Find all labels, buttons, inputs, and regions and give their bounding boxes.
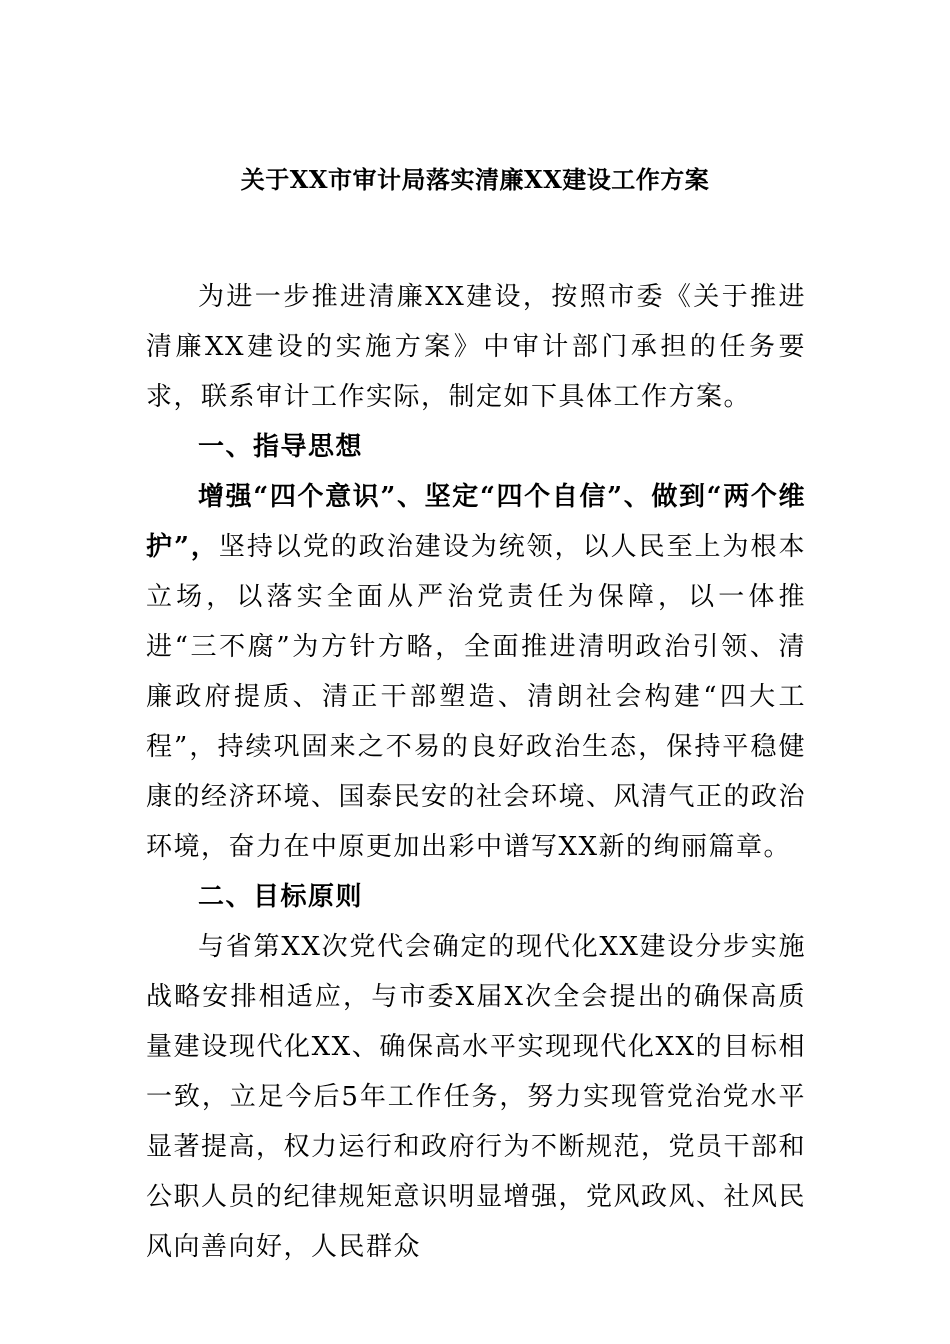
document-body <box>146 272 806 1272</box>
document-title: 关于XX市审计局落实清廉XX建设工作方案 <box>240 165 710 194</box>
section-heading-guiding-ideology: 一、指导思想 <box>198 432 364 462</box>
goals-principles-paragraph: 与省第XX次党代会确定的现代化XX建设分步实施战略安排相适应，与市委X届X次全会提出的确保高质量建设现代化XX、确保高水平实现现代化XX的目标相一致，立足今后5年工作任务，努力实现管党治党水平显著提高，权力运行和政府行为不断规范，党员干部和公职人员的纪律规矩意识明显增强，党风政风、社风民风向善向好，人民群众 <box>146 932 807 1262</box>
intro-paragraph: 为进一步推进清廉XX建设，按照市委《关于推进清廉XX建设的实施方案》中审计部门承担的任务要求，联系审计工作实际，制定如下具体工作方案。 <box>146 282 806 412</box>
section-heading-goals-principles: 二、目标原则 <box>198 882 364 912</box>
guiding-ideology-text: 坚持以党的政治建设为统领，以人民至上为根本立场，以落实全面从严治党责任为保障，以一体推进“三不腐”为方针方略，全面推进清明政治引领、清廉政府提质、清正干部塑造、清朗社会构建“四大工程”，持续巩固来之不易的良好政治生态，保持平稳健康的经济环境、国泰民安的社会环境、风清气正的政治环境，奋力在中原更加出彩中谱写XX新的绚丽篇章。 <box>146 532 807 862</box>
guiding-ideology-lead: 增强“四个意识”、坚定“四个自信”、做到“两个维护”， <box>146 482 806 562</box>
guiding-ideology-paragraph <box>146 472 806 872</box>
